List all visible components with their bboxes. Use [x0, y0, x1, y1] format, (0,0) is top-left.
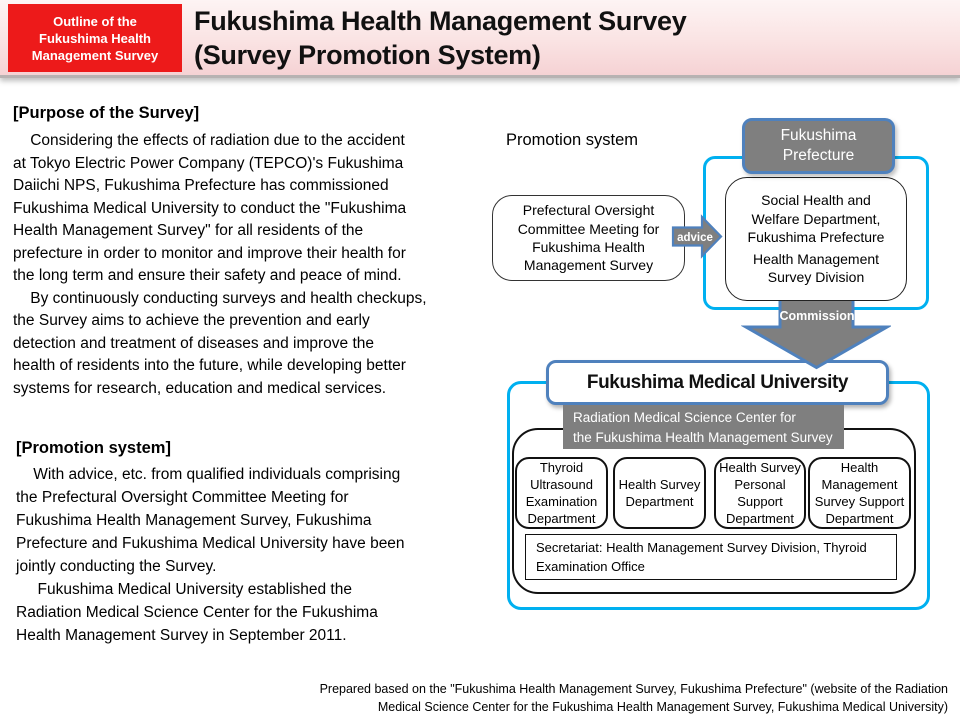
commission-arrow-label: Commission [779, 309, 855, 323]
fukushima-medical-university-box: Fukushima Medical University [546, 360, 889, 405]
social-box-division: Health Management Survey Division [752, 251, 880, 286]
page-title: Fukushima Health Management Survey (Survey Promotion System) [194, 6, 687, 70]
diagram-label: Promotion system [506, 131, 639, 149]
footer-credit: Prepared based on the "Fukushima Health Management Survey, Fukushima Prefecture" (website of the Radiation Medical Science Center for the Fukushima Health Management Survey, Fukushima Medical University) [319, 682, 948, 714]
department-box-personal-support: Health Survey Personal Support Department [714, 457, 806, 529]
promotion-text: With advice, etc. from qualified individuals comprising the Prefectural Oversight Committee Meeting for Fukushima Health Management Survey, Fukushima Prefecture and Fukushima Medical University have been jointly conducting the Survey. Fukushima Medical University established the Radiation Medical Science Center for the Fukushima Health Management Survey in September 2011. [16, 466, 405, 644]
department-box-thyroid-ultrasound: Thyroid Ultrasound Examination Department [515, 457, 608, 529]
department-box-health-survey: Health Survey Department [613, 457, 706, 529]
promotion-heading: [Promotion system] [16, 439, 171, 457]
fukushima-prefecture-box: Fukushima Prefecture [742, 118, 895, 174]
oversight-committee-box: Prefectural Oversight Committee Meeting for Fukushima Health Management Survey [492, 195, 685, 281]
advice-arrow [671, 213, 723, 260]
purpose-text: Considering the effects of radiation due to the accident at Tokyo Electric Power Company (TEPCO)'s Fukushima Daiichi NPS, Fukushima Prefecture has commissioned Fukushima Medical University to conduct the "Fukushima Health Management Survey" for all residents of the prefecture in order to monitor and improve their health for the long term and ensure their safety and peace of mind. By continuously conducting surveys and health checkups, the Survey aims to achieve the prevention and early detection and treatment of diseases and improve the health of residents into the future, while developing better systems for research, education and medical services. [13, 132, 427, 397]
header-badge: Outline of the Fukushima Health Management Survey [8, 4, 182, 72]
social-box-department: Social Health and Welfare Department, Fukushima Prefecture [747, 192, 885, 245]
social-health-welfare-box [725, 177, 907, 301]
advice-arrow-label: advice [677, 232, 713, 244]
header-banner [0, 0, 960, 78]
commission-arrow [741, 290, 891, 370]
purpose-heading: [Purpose of the Survey] [13, 104, 200, 122]
secretariat-box: Secretariat: Health Management Survey Division, Thyroid Examination Office [525, 534, 897, 580]
radiation-center-box: Radiation Medical Science Center for the Fukushima Health Management Survey [563, 405, 844, 449]
department-box-survey-support: Health Management Survey Support Department [808, 457, 911, 529]
